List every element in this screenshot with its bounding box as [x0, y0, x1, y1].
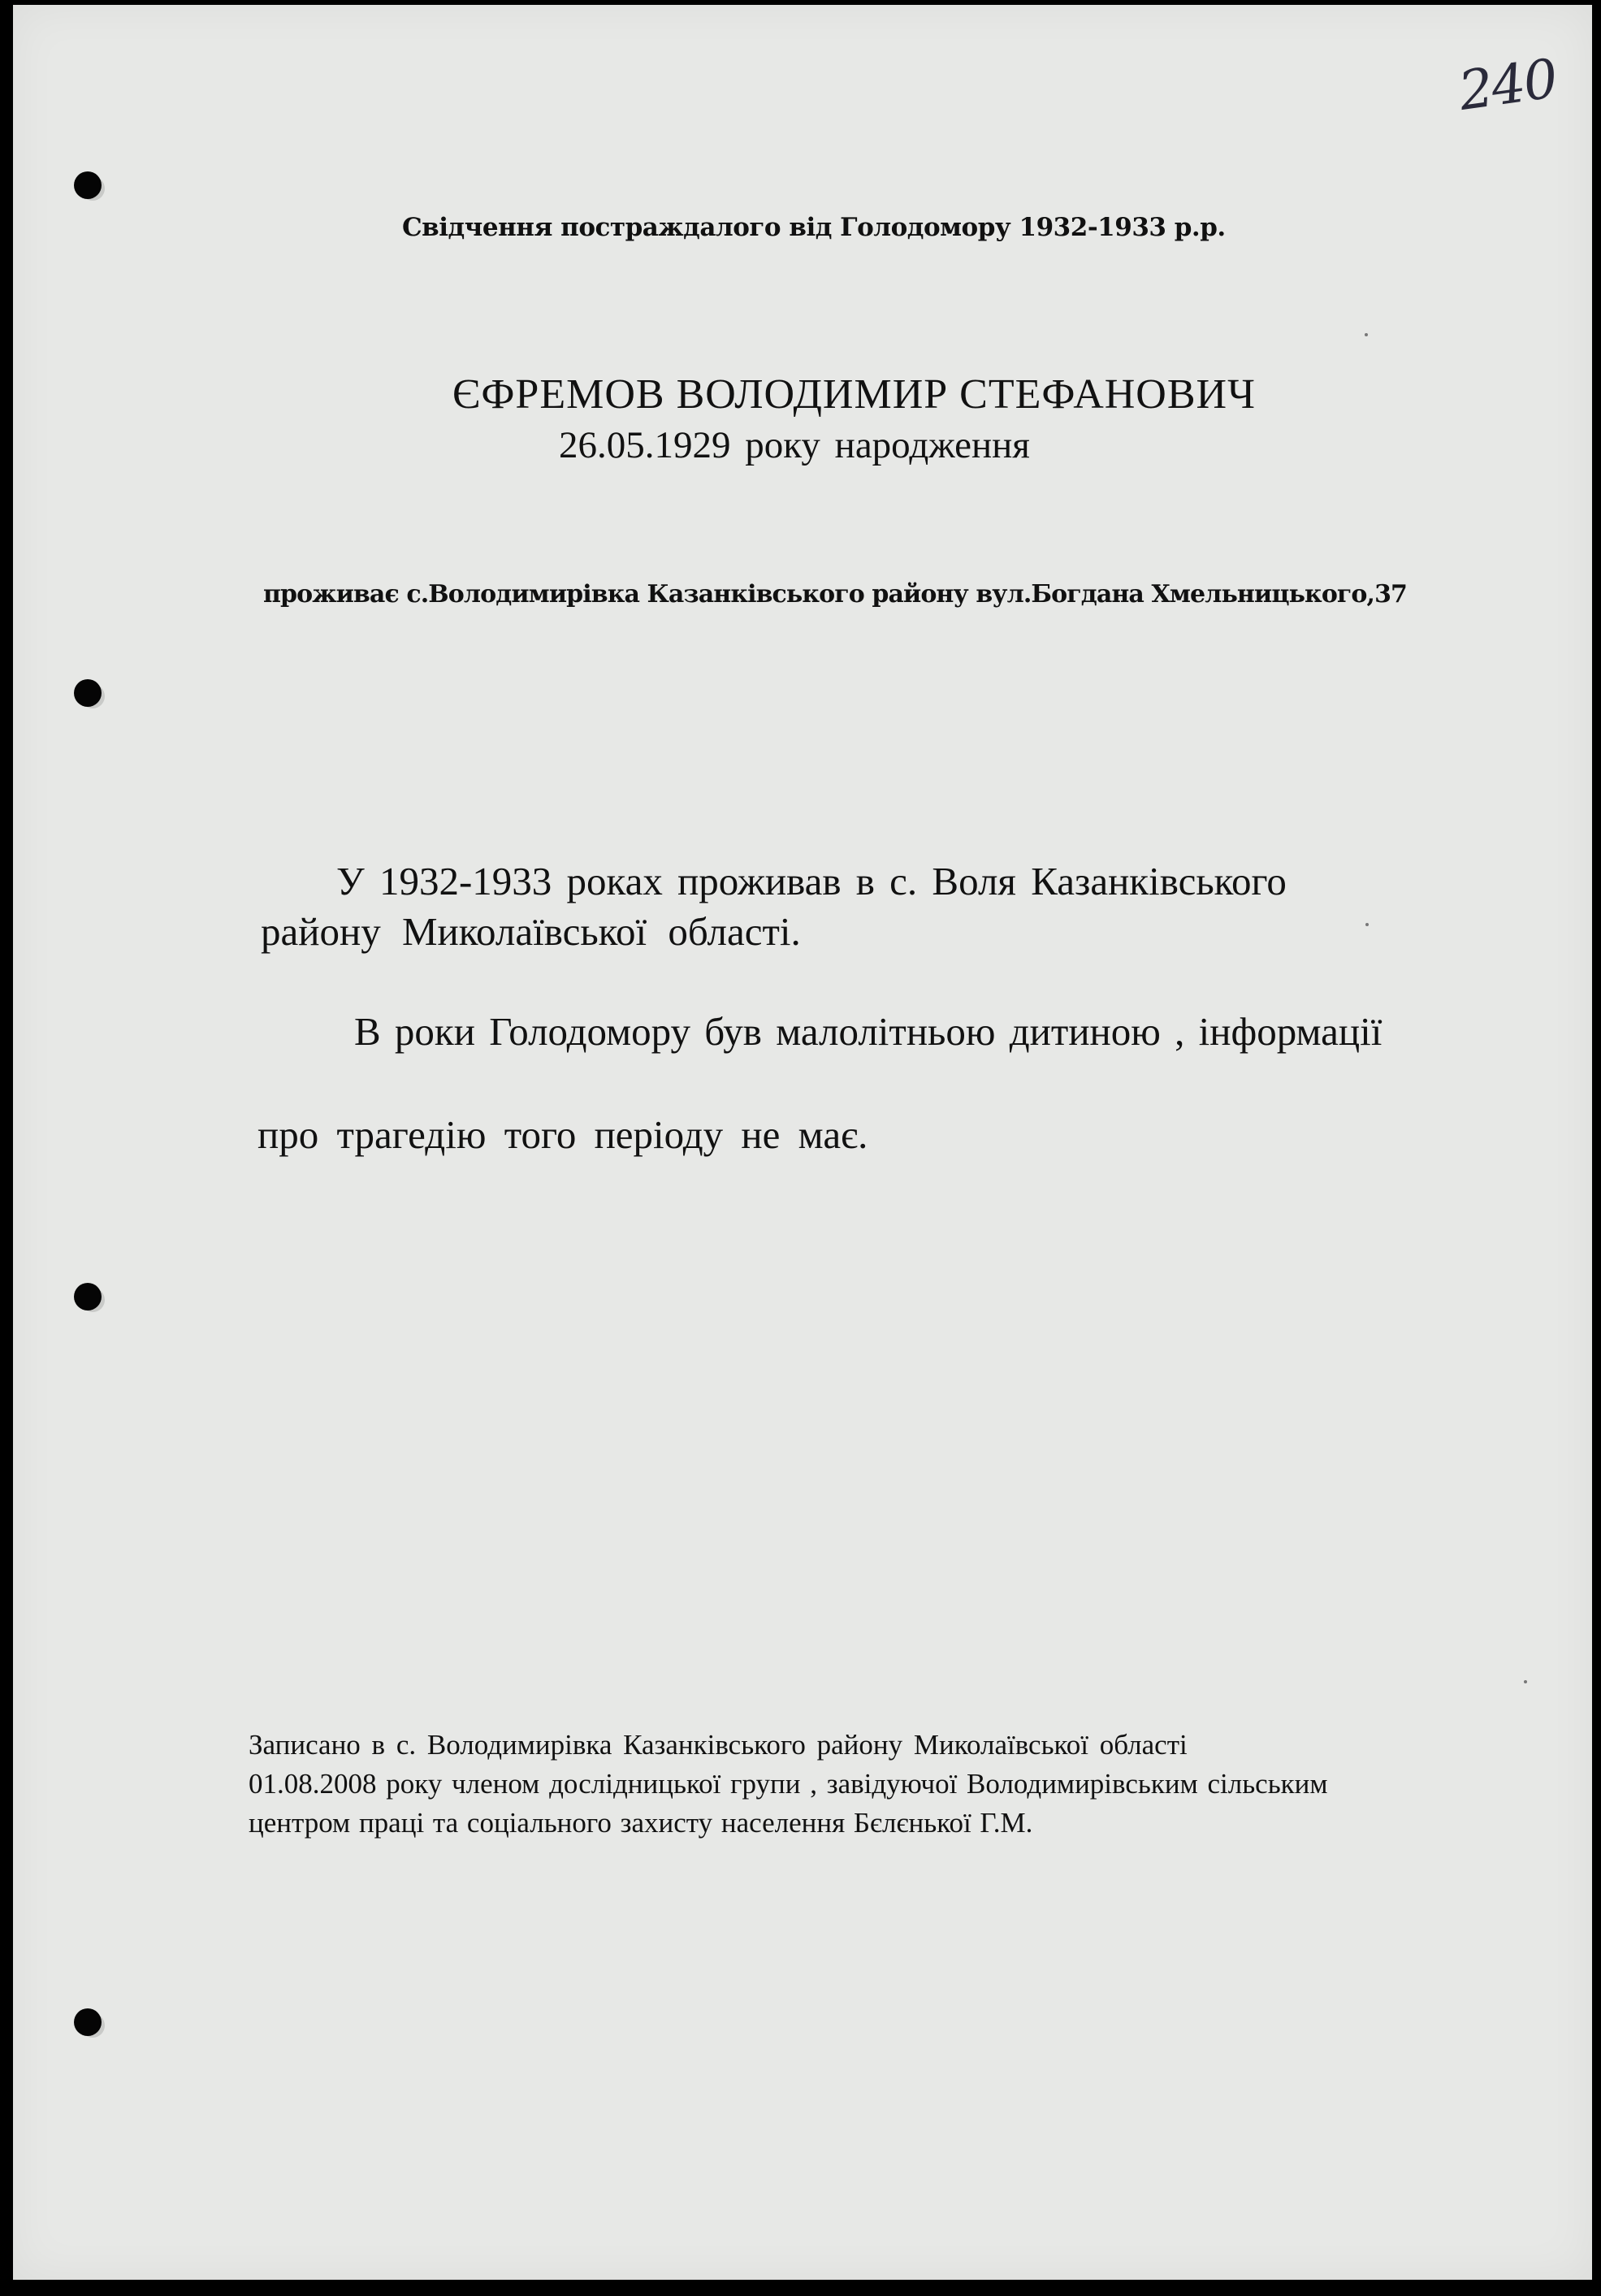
footer-line-3: центром праці та соціального захисту населення Бєлєнької Г.М. [249, 1807, 1033, 1839]
archive-page-number: 240 [1455, 47, 1560, 123]
birth-date: 26.05.1929 року народження [559, 424, 1030, 466]
punch-hole-1 [74, 171, 102, 199]
paper-speck [1524, 1680, 1527, 1683]
testimony-line-2: району Миколаївської області. [261, 909, 801, 954]
testimony-line-3: В роки Голодомору був малолітньою дитиною , інформації [354, 1009, 1382, 1054]
person-name: ЄФРЕМОВ ВОЛОДИМИР СТЕФАНОВИЧ [452, 371, 1256, 418]
document-title: Свідчення постраждалого від Голодомору 1932-1933 р.р. [402, 213, 1226, 242]
footer-line-2: 01.08.2008 року членом дослідницької групи , завідуючої Володимирівським сільським [249, 1768, 1328, 1800]
address: проживає с.Володимирівка Казанківського району вул.Богдана Хмельницького,37 [263, 580, 1408, 609]
punch-hole-2 [74, 679, 102, 707]
footer-line-1: Записано в с. Володимирівка Казанківського району Миколаївської області [249, 1729, 1188, 1761]
testimony-line-1: У 1932-1933 роках проживав в с. Воля Казанківського [336, 859, 1287, 903]
testimony-line-4: про трагедію того періоду не має. [257, 1112, 868, 1157]
document-page [13, 5, 1592, 2280]
paper-speck [1365, 333, 1368, 336]
paper-speck [1365, 923, 1369, 926]
punch-hole-3 [74, 1283, 102, 1310]
punch-hole-4 [74, 2008, 102, 2036]
